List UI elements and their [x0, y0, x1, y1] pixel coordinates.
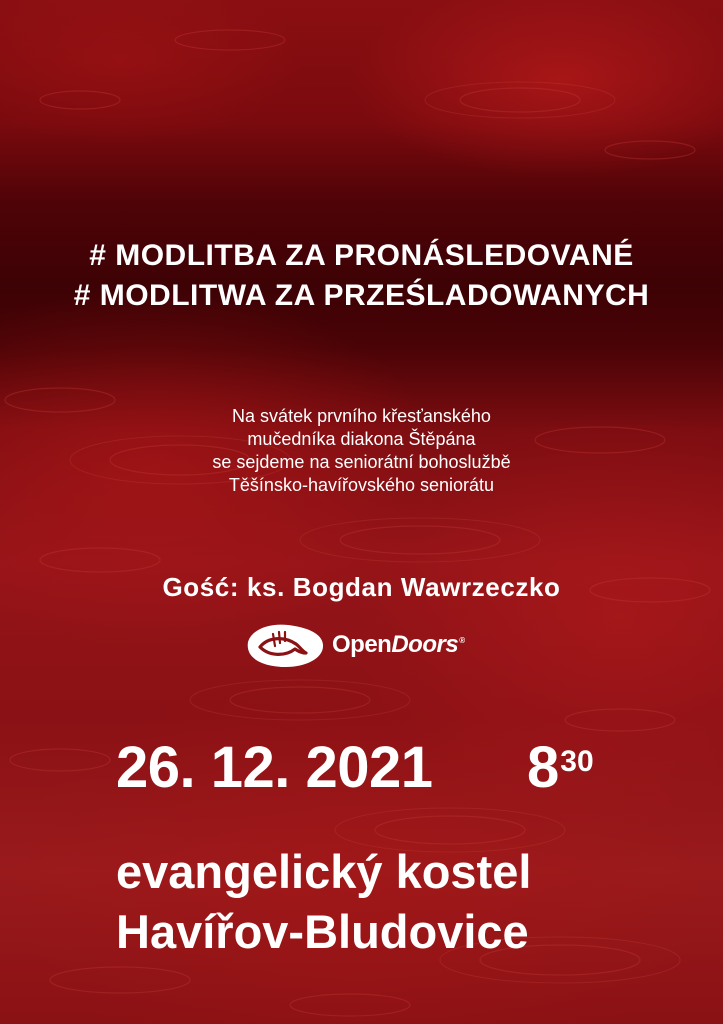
- title-polish: # MODLITWA ZA PRZEŚLADOWANYCH: [73, 279, 650, 312]
- intro-line: se sejdeme na seniorátní bohoslužbě: [212, 452, 511, 472]
- event-time: [527, 728, 594, 808]
- venue-line-place: Havířov-Bludovice: [116, 905, 529, 958]
- open-doors-logo: [242, 620, 465, 670]
- intro-text: [0, 405, 723, 497]
- logo-word-open: Open: [332, 631, 392, 658]
- intro-line: Těšínsko-havířovského seniorátu: [228, 475, 495, 495]
- intro-line: mučedníka diakona Štěpána: [247, 429, 476, 449]
- event-time-hour: 8: [527, 735, 560, 800]
- registered-mark: ®: [459, 636, 465, 645]
- guest-speaker: Gość: ks. Bogdan Wawrzeczko: [162, 572, 561, 602]
- title-czech: # MODLITBA ZA PRONÁSLEDOVANÉ: [89, 239, 634, 272]
- venue: [116, 842, 531, 962]
- logo-word-doors: Doors: [391, 631, 459, 658]
- intro-line: Na svátek prvního křesťanského: [232, 406, 491, 426]
- venue-line-church: evangelický kostel: [116, 845, 532, 898]
- event-time-minutes: 30: [560, 745, 594, 778]
- open-doors-fish-icon: [242, 620, 326, 670]
- event-date: 26. 12. 2021: [116, 735, 433, 800]
